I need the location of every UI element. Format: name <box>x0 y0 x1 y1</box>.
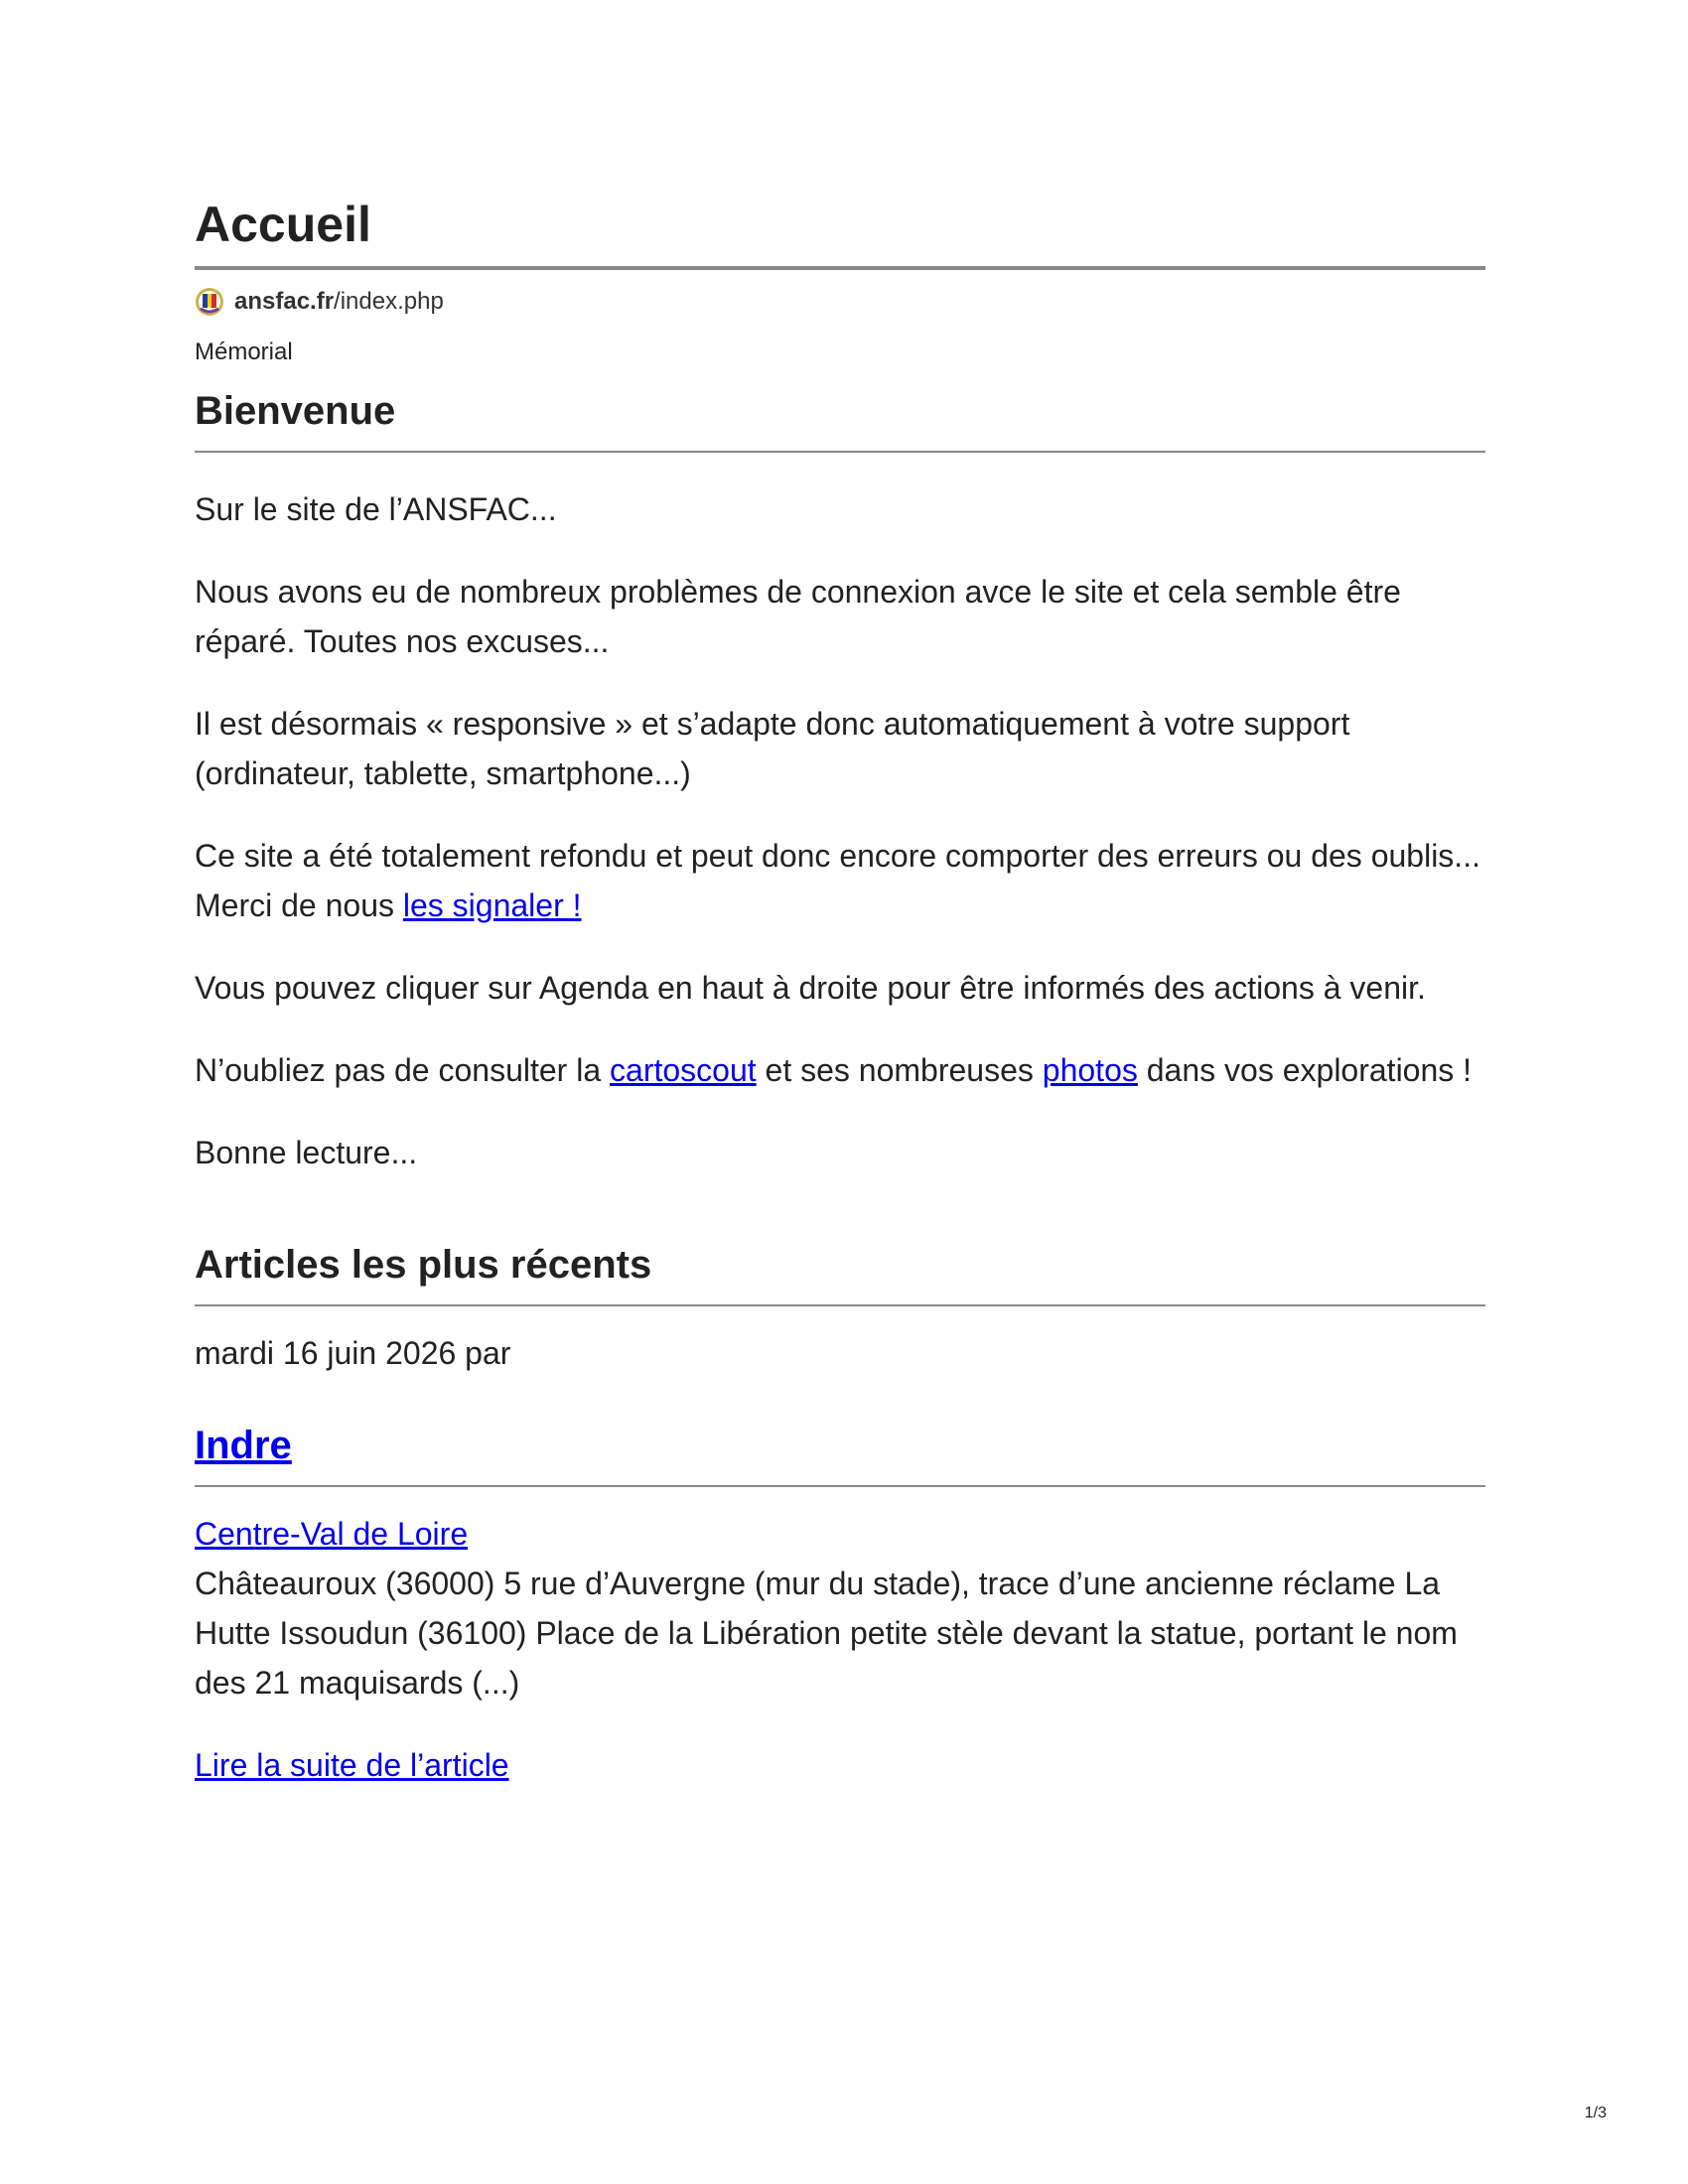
closing-text: Bonne lecture... <box>195 1135 418 1170</box>
welcome-intro: Sur le site de l’ANSFAC... <box>195 491 557 527</box>
responsive-notice: Il est désormais « responsive » et s’adapte donc automatiquement à votre support (ordinateur, tablette, smartphone...) <box>195 706 1350 791</box>
welcome-divider <box>195 451 1485 453</box>
cartoscout-quote <box>195 1045 1485 1095</box>
page-number: 1/3 <box>1584 2105 1607 2121</box>
cartoscout-quote-middle: et ses nombreuses <box>756 1052 1043 1088</box>
article-excerpt: Châteauroux (36000) 5 rue d’Auvergne (mur du stade), trace d’une ancienne réclame La Hutte Issoudun (36100) Place de la Libération petite stèle devant la statue, portant le nom des 21 maquisards (...) <box>195 1566 1458 1701</box>
breadcrumb: Mémorial <box>195 339 293 365</box>
welcome-heading: Bienvenue <box>195 389 396 433</box>
title-divider <box>195 266 1485 270</box>
connection-notice: Nous avons eu de nombreux problèmes de connexion avce le site et cela semble être réparé. Toutes nos excuses... <box>195 574 1401 659</box>
cartoscout-link[interactable]: cartoscout <box>610 1052 757 1088</box>
cartoscout-quote-after: dans vos explorations ! <box>1137 1052 1473 1088</box>
recent-articles-divider <box>195 1304 1485 1306</box>
source-path: /index.php <box>334 288 444 315</box>
article-category-link[interactable]: Centre-Val de Loire <box>195 1516 469 1552</box>
article-title <box>195 1418 1485 1473</box>
ansfac-crest-icon <box>195 287 224 317</box>
redesign-notice-text: Ce site a été totalement refondu et peut donc encore comporter des erreurs ou des oublis... Merci de nous <box>195 838 1480 923</box>
page-title: Accueil <box>195 197 371 252</box>
photos-link[interactable]: photos <box>1042 1052 1138 1088</box>
source-domain: ansfac.fr <box>234 288 335 315</box>
cartoscout-quote-before: N’oubliez pas de consulter la <box>195 1052 611 1088</box>
article-category <box>195 1509 1485 1559</box>
article-divider <box>195 1485 1485 1487</box>
recent-articles-heading: Articles les plus récents <box>195 1243 652 1287</box>
source-line <box>195 282 1485 322</box>
read-more <box>195 1740 1485 1790</box>
article-date: mardi 16 juin 2026 par <box>195 1335 511 1371</box>
article-title-link[interactable]: Indre <box>195 1424 292 1467</box>
read-more-link[interactable]: Lire la suite de l’article <box>195 1747 509 1783</box>
report-errors-link[interactable]: les signaler ! <box>402 887 582 923</box>
document-page <box>195 189 1485 1790</box>
agenda-quote: Vous pouvez cliquer sur Agenda en haut à droite pour être informés des actions à venir. <box>195 970 1426 1006</box>
redesign-notice <box>195 831 1485 930</box>
